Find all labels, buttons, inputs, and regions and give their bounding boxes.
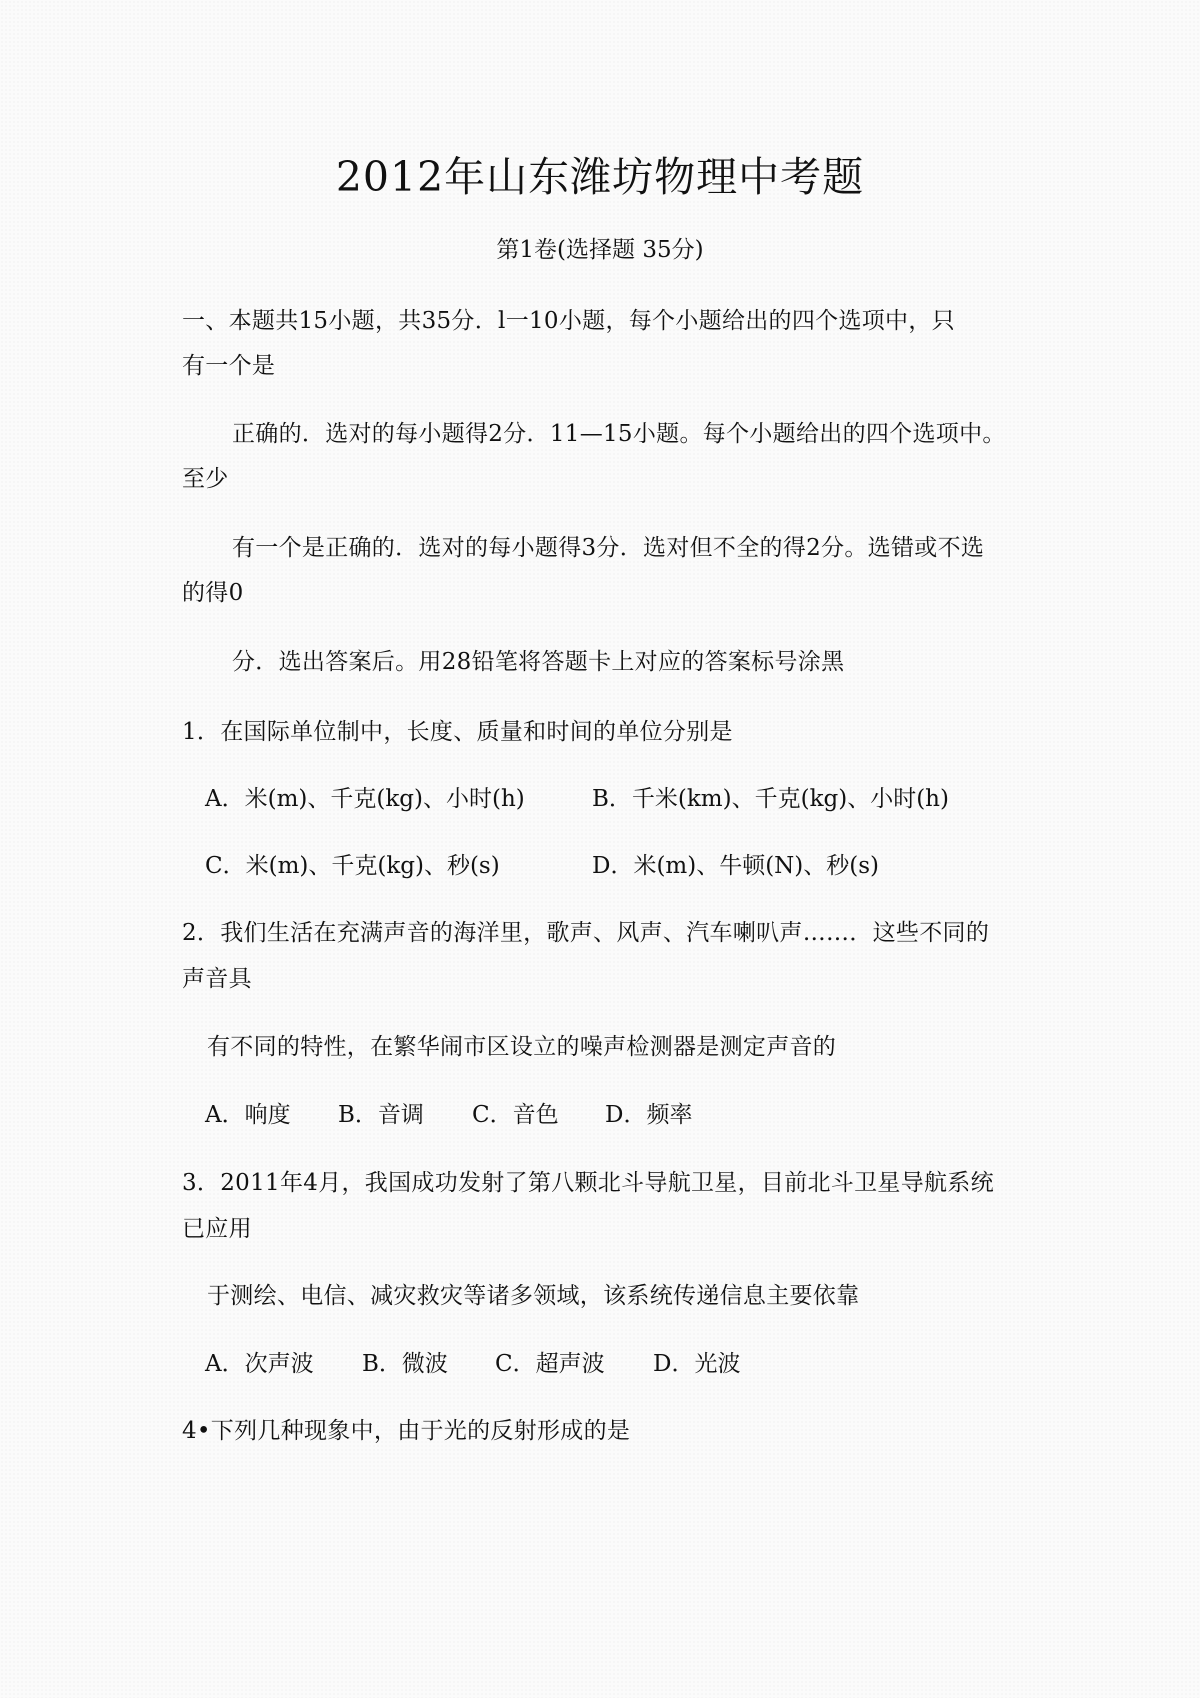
question-3-option-d: D．光波 <box>653 1351 741 1377</box>
question-2-stem-cont: 声音具 <box>182 966 252 992</box>
instruction-line: 有一个是正确的．选对的每小题得3分．选对但不全的得2分。选错或不选 <box>232 535 985 561</box>
question-2-option-c: C．音色 <box>472 1102 559 1128</box>
question-2-option-a: A．响度 <box>205 1102 291 1128</box>
question-1-stem: 1．在国际单位制中，长度、质量和时间的单位分别是 <box>182 719 733 745</box>
instruction-line: 分．选出答案后。用28铅笔将答题卡上对应的答案标号涂黑 <box>232 649 845 675</box>
question-2-option-d: D．频率 <box>605 1102 693 1128</box>
instruction-line: 一、本题共15小题，共35分．l一10小题，每个小题给出的四个选项中，只 <box>182 308 955 334</box>
question-1-option-a: A．米(m)、千克(kg)、小时(h) <box>205 786 525 812</box>
question-3-option-c: C．超声波 <box>495 1351 605 1377</box>
question-2-stem: 2．我们生活在充满声音的海洋里，歌声、风声、汽车喇叭声……．这些不同的 <box>182 920 990 946</box>
page-title: 2012年山东潍坊物理中考题 <box>335 153 865 201</box>
question-3-option-b: B．微波 <box>362 1351 448 1377</box>
section-subtitle: 第1卷(选择题 35分) <box>496 237 704 263</box>
question-3-stem-cont: 已应用 <box>182 1216 252 1242</box>
question-2-stem-cont: 有不同的特性，在繁华闹市区设立的噪声检测器是测定声音的 <box>207 1034 837 1060</box>
question-1-option-d: D．米(m)、牛顿(N)、秒(s) <box>592 853 880 879</box>
question-4-stem: 4•下列几种现象中，由于光的反射形成的是 <box>182 1418 631 1444</box>
question-1-option-c: C．米(m)、千克(kg)、秒(s) <box>205 853 500 879</box>
question-3-stem-cont: 于测绘、电信、减灾救灾等诸多领域，该系统传递信息主要依靠 <box>207 1283 860 1309</box>
instruction-line: 的得0 <box>182 580 244 606</box>
instruction-line: 有一个是 <box>182 353 276 379</box>
question-1-option-b: B．千米(km)、千克(kg)、小时(h) <box>592 786 949 812</box>
question-3-stem: 3．2011年4月，我国成功发射了第八颗北斗导航卫星，目前北斗卫星导航系统 <box>182 1170 994 1196</box>
question-2-option-b: B．音调 <box>338 1102 424 1128</box>
question-3-option-a: A．次声波 <box>205 1351 314 1377</box>
instruction-line: 正确的．选对的每小题得2分．11—15小题。每个小题给出的四个选项中。 <box>232 421 1006 447</box>
instruction-line: 至少 <box>182 466 229 492</box>
